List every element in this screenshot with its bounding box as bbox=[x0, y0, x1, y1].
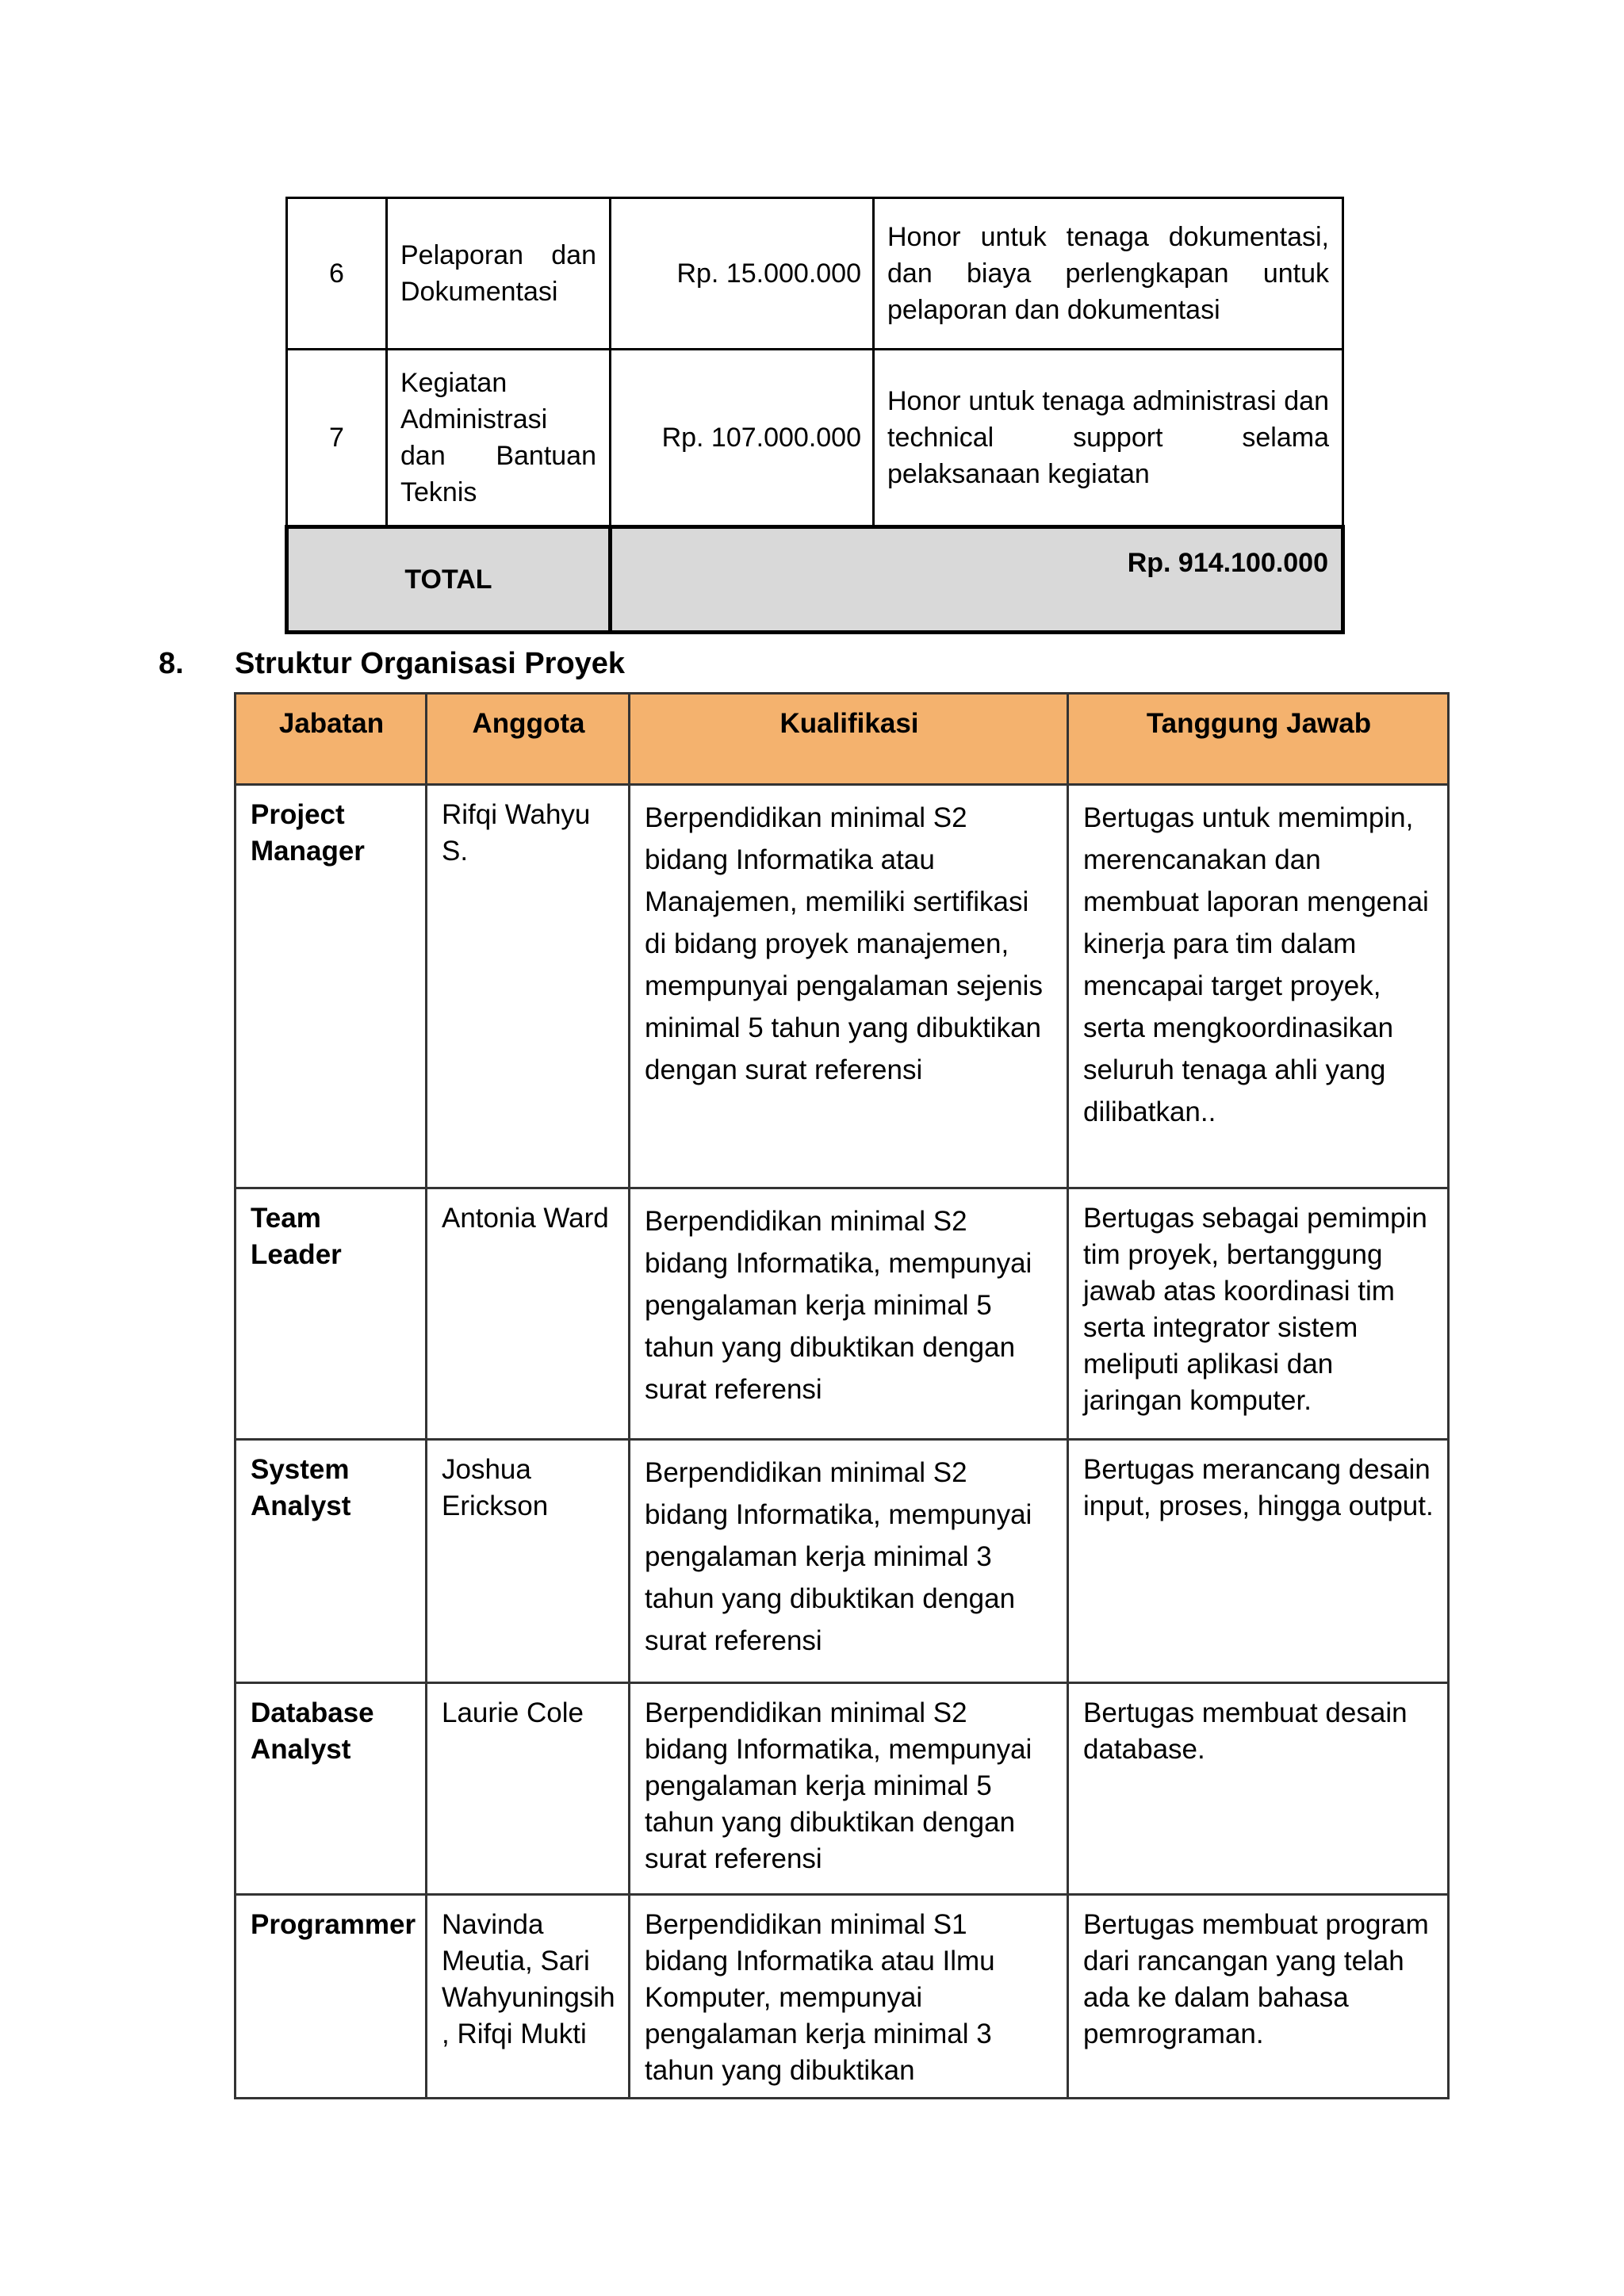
jabatan-cell: Team Leader bbox=[236, 1188, 427, 1440]
table-row bbox=[236, 1895, 1449, 2099]
anggota-cell: Laurie Cole bbox=[427, 1683, 630, 1895]
header-anggota: Anggota bbox=[427, 694, 630, 785]
total-row bbox=[287, 527, 1343, 633]
tanggung-jawab-cell: Bertugas membuat desain database. bbox=[1068, 1683, 1449, 1895]
table-row bbox=[236, 1683, 1449, 1895]
budget-no: 6 bbox=[287, 198, 387, 350]
total-label: TOTAL bbox=[287, 527, 611, 633]
anggota-cell: Rifqi Wahyu S. bbox=[427, 785, 630, 1188]
total-value: Rp. 914.100.000 bbox=[611, 527, 1343, 633]
section-title: Struktur Organisasi Proyek bbox=[235, 647, 626, 680]
kualifikasi-cell: Berpendidikan minimal S2 bidang Informatika, mempunyai pengalaman kerja minimal 5 tahun yang dibuktikan dengan surat referensi bbox=[630, 1683, 1068, 1895]
kualifikasi-cell: Berpendidikan minimal S2 bidang Informatika atau Manajemen, memiliki sertifikasi di bidang proyek manajemen, mempunyai pengalaman sejenis minimal 5 tahun yang dibuktikan dengan surat referensi bbox=[630, 785, 1068, 1188]
tanggung-jawab-cell: Bertugas sebagai pemimpin tim proyek, bertanggung jawab atas koordinasi tim serta integrator sistem meliputi aplikasi dan jaringan komputer. bbox=[1068, 1188, 1449, 1440]
section-heading bbox=[159, 644, 625, 683]
budget-amount: Rp. 15.000.000 bbox=[611, 198, 874, 350]
budget-no: 7 bbox=[287, 350, 387, 527]
table-row bbox=[236, 1188, 1449, 1440]
section-number: 8. bbox=[159, 647, 184, 680]
anggota-cell: Antonia Ward bbox=[427, 1188, 630, 1440]
header-jabatan: Jabatan bbox=[236, 694, 427, 785]
tanggung-jawab-cell: Bertugas membuat program dari rancangan yang telah ada ke dalam bahasa pemrograman. bbox=[1068, 1895, 1449, 2099]
jabatan-cell: Programmer bbox=[236, 1895, 427, 2099]
table-header-row bbox=[236, 694, 1449, 785]
table-row bbox=[236, 1440, 1449, 1683]
budget-description: Honor untuk tenaga dokumentasi, dan biaya perlengkapan untuk pelaporan dan dokumentasi bbox=[874, 198, 1343, 350]
budget-item-name: Pelaporan dan Dokumentasi bbox=[387, 198, 611, 350]
org-structure-table bbox=[234, 692, 1450, 2099]
kualifikasi-cell: Berpendidikan minimal S2 bidang Informatika, mempunyai pengalaman kerja minimal 5 tahun yang dibuktikan dengan surat referensi bbox=[630, 1188, 1068, 1440]
anggota-cell: Joshua Erickson bbox=[427, 1440, 630, 1683]
tanggung-jawab-cell: Bertugas merancang desain input, proses, hingga output. bbox=[1068, 1440, 1449, 1683]
table-row bbox=[236, 785, 1449, 1188]
header-tanggung-jawab: Tanggung Jawab bbox=[1068, 694, 1449, 785]
budget-amount: Rp. 107.000.000 bbox=[611, 350, 874, 527]
table-row bbox=[287, 350, 1343, 527]
anggota-cell: Navinda Meutia, Sari Wahyuningsih , Rifqi Mukti bbox=[427, 1895, 630, 2099]
jabatan-cell: Project Manager bbox=[236, 785, 427, 1188]
budget-item-name: Kegiatan Administrasi dan Bantuan Teknis bbox=[387, 350, 611, 527]
jabatan-cell: Database Analyst bbox=[236, 1683, 427, 1895]
kualifikasi-cell: Berpendidikan minimal S2 bidang Informatika, mempunyai pengalaman kerja minimal 3 tahun yang dibuktikan dengan surat referensi bbox=[630, 1440, 1068, 1683]
budget-description: Honor untuk tenaga administrasi dan technical support selama pelaksanaan kegiatan bbox=[874, 350, 1343, 527]
tanggung-jawab-cell: Bertugas untuk memimpin, merencanakan dan membuat laporan mengenai kinerja para tim dalam mencapai target proyek, serta mengkoordinasikan seluruh tenaga ahli yang dilibatkan.. bbox=[1068, 785, 1449, 1188]
table-row bbox=[287, 198, 1343, 350]
header-kualifikasi: Kualifikasi bbox=[630, 694, 1068, 785]
budget-table bbox=[285, 197, 1345, 634]
jabatan-cell: System Analyst bbox=[236, 1440, 427, 1683]
kualifikasi-cell: Berpendidikan minimal S1 bidang Informatika atau Ilmu Komputer, mempunyai pengalaman kerja minimal 3 tahun yang dibuktikan bbox=[630, 1895, 1068, 2099]
